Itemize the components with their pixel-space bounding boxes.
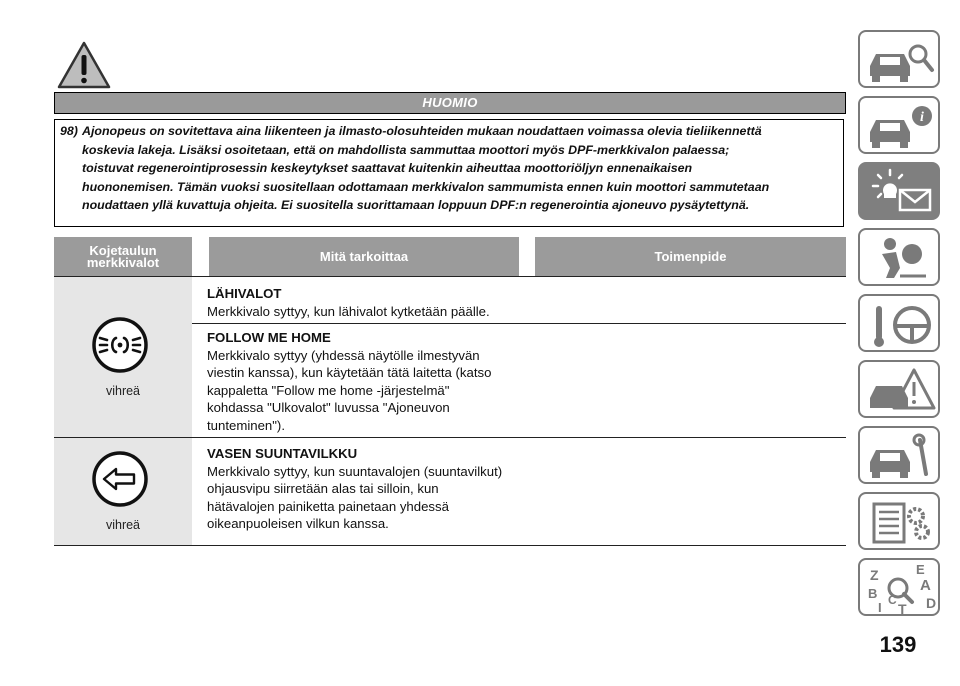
left-turn-signal-icon: [90, 451, 150, 507]
side-tab-maintenance[interactable]: [858, 426, 940, 484]
svg-text:i: i: [920, 110, 924, 125]
entry-text: Merkkivalo syttyy (yhdessä näytölle ilmestyvän: [207, 347, 480, 363]
side-tab-emergency[interactable]: [858, 360, 940, 418]
side-tab-index[interactable]: [858, 558, 940, 616]
side-tab-technical-data[interactable]: [858, 492, 940, 550]
alphabetical-index-icon: [860, 560, 942, 618]
note-heading: HUOMIO: [54, 92, 846, 114]
index-letter: Z: [870, 567, 879, 583]
note-line: noudattaen yllä kuvattuja ohjeita. Ei suositella suorittamaan loppuun DPF:n regenerointia ajoneuvo pysäytettynä.: [82, 198, 750, 212]
header-line: merkkivalot: [86, 254, 160, 270]
page-number: 139: [879, 632, 917, 657]
index-letter: C: [888, 593, 897, 607]
car-breakdown-icon: [860, 362, 942, 420]
entry-follow-me-home: [207, 329, 491, 435]
header-indicator-lights: [54, 237, 192, 276]
car-search-icon: [860, 32, 942, 90]
entry-text: viestin kanssa), kun käytetään tätä laitetta (katso: [207, 365, 492, 381]
technical-data-icon: [860, 494, 942, 552]
steering-wheel-icon: [860, 296, 942, 354]
entry-title: VASEN SUUNTAVILKKU: [207, 446, 358, 461]
entry-left-turn-signal: [207, 445, 502, 533]
car-wrench-icon: [860, 428, 942, 486]
entry-low-beam: [207, 285, 490, 320]
index-letter: A: [920, 577, 931, 594]
lamp-color-label: vihreä: [105, 384, 141, 398]
table-divider: [192, 323, 846, 324]
side-tab-car-search[interactable]: [858, 30, 940, 88]
warning-light-message-icon: [860, 164, 942, 222]
entry-title: LÄHIVALOT: [207, 286, 282, 301]
index-letter: B: [868, 586, 878, 601]
index-letter: D: [926, 595, 937, 611]
side-tab-safety[interactable]: [858, 228, 940, 286]
low-beam-icon: [90, 317, 150, 373]
note-line: huononemisen. Tämän vuoksi suositellaan odottamaan merkkivalon sammumista ennen kuin moottori sammutetaan: [82, 179, 770, 194]
car-info-icon: [860, 98, 942, 156]
lamp-cell: [54, 277, 192, 437]
entry-text: hätävalojen painiketta painetaan yhdessä: [207, 498, 449, 514]
note-text: [60, 122, 840, 215]
note-line: Ajonopeus on sovitettava aina liikenteen ja ilmasto-olosuhteiden mukaan noudattaen voimassa olevia tieliikennettä: [82, 124, 762, 138]
index-letter: I: [878, 600, 882, 615]
index-letter: T: [898, 601, 907, 617]
side-tab-starting-driving[interactable]: [858, 294, 940, 352]
note-line: koskevia lakeja. Lisäksi osoitetaan, että on mahdollista sammuttaa moottori myös DPF-merkkivalon palaessa;: [82, 142, 730, 157]
side-tab-warning-lights[interactable]: [858, 162, 940, 220]
entry-text: kohdassa "Ulkovalot" luvussa "Ajoneuvon: [207, 400, 450, 416]
lamp-color-label: vihreä: [105, 518, 141, 532]
index-letter: E: [916, 562, 925, 577]
entry-text: Merkkivalo syttyy, kun suuntavalojen (suuntavilkut): [207, 463, 503, 479]
table-divider: [54, 545, 846, 546]
entry-title: FOLLOW ME HOME: [207, 330, 331, 345]
entry-text: oikeanpuoleisen vilkun kanssa.: [207, 516, 389, 532]
entry-text: Merkkivalo syttyy, kun lähivalot kytketään päälle.: [207, 303, 490, 319]
header-line: Kojetaulun: [89, 242, 157, 258]
lamp-cell: [54, 438, 192, 545]
airbag-person-icon: [860, 230, 942, 288]
note-number: 98): [60, 124, 78, 138]
warning-triangle-icon: [56, 40, 112, 90]
side-tab-car-info[interactable]: [858, 96, 940, 154]
note-line: toistuvat regenerointiprosessin keskeytykset saattavat kuitenkin aiheuttaa moottoriöljyn ennenaikaisen: [82, 161, 693, 175]
entry-text: kappaletta "Follow me home -järjestelmä": [207, 382, 450, 398]
header-meaning: Mitä tarkoittaa: [209, 237, 519, 276]
entry-text: ohjausvipu siirretään alas tai silloin, kun: [207, 481, 439, 497]
header-action: Toimenpide: [535, 237, 846, 276]
entry-text: tunteminen").: [207, 417, 285, 433]
